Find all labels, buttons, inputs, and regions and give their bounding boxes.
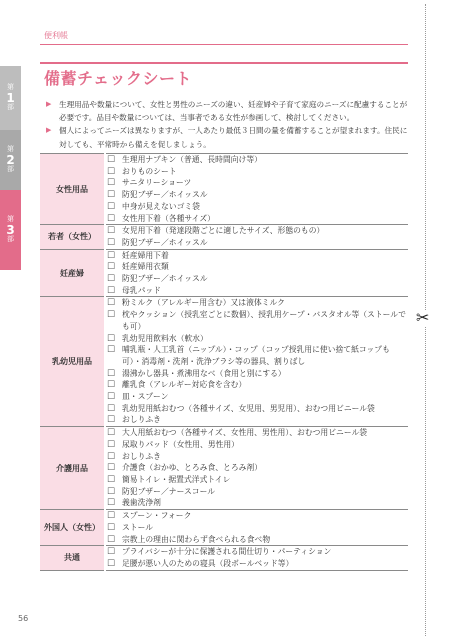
item-label: 女児用下着（発達段階ごとに適したサイズ、形態のもの） bbox=[122, 226, 325, 236]
part-3-tab[interactable] bbox=[0, 190, 21, 270]
checklist-item bbox=[106, 189, 408, 201]
item-label: おしりふき bbox=[122, 415, 161, 425]
checkbox-icon[interactable]: □ bbox=[107, 427, 116, 438]
intro-note bbox=[46, 98, 411, 124]
checkbox-icon[interactable]: □ bbox=[107, 225, 116, 236]
checkbox-icon[interactable]: □ bbox=[107, 533, 116, 544]
checkbox-icon[interactable]: □ bbox=[107, 249, 116, 260]
checklist-body bbox=[40, 154, 408, 571]
checklist-item bbox=[106, 154, 408, 166]
checkbox-icon[interactable]: □ bbox=[107, 165, 116, 176]
checklist-item bbox=[106, 177, 408, 189]
checkbox-icon[interactable]: □ bbox=[107, 497, 116, 508]
checkbox-icon[interactable]: □ bbox=[107, 546, 116, 557]
item-label: スプーン・フォーク bbox=[122, 511, 192, 521]
checklist-item bbox=[106, 403, 408, 415]
category-items bbox=[105, 249, 408, 297]
category-items bbox=[105, 546, 408, 570]
checklist-item bbox=[106, 414, 408, 426]
item-label: 義歯洗浄剤 bbox=[122, 498, 161, 508]
item-label: 防犯ブザー／ホイッスル bbox=[122, 274, 208, 284]
checkbox-icon[interactable]: □ bbox=[107, 200, 116, 211]
checkbox-icon[interactable]: □ bbox=[107, 309, 116, 320]
checkbox-icon[interactable]: □ bbox=[107, 284, 116, 295]
part-3-suffix: 部 bbox=[7, 235, 14, 244]
checklist-item bbox=[106, 391, 408, 403]
part-1-tab[interactable] bbox=[0, 66, 21, 130]
item-label: おしりふき bbox=[122, 451, 161, 461]
checklist-item bbox=[106, 497, 408, 509]
category-label: 乳幼児用品 bbox=[40, 297, 105, 427]
checklist-item bbox=[106, 273, 408, 285]
item-label: 妊産婦用衣類 bbox=[122, 262, 169, 272]
checkbox-icon[interactable]: □ bbox=[107, 485, 116, 496]
intro-notes bbox=[46, 98, 411, 151]
checklist-item bbox=[106, 213, 408, 225]
checkbox-icon[interactable]: □ bbox=[107, 557, 116, 568]
checkbox-icon[interactable]: □ bbox=[107, 177, 116, 188]
category-label: 外国人（女性） bbox=[40, 510, 105, 546]
checklist-item bbox=[106, 546, 408, 558]
checklist-item bbox=[106, 297, 408, 309]
checklist-item bbox=[106, 486, 408, 498]
intro-text: 個人によってニーズは異なりますが、一人あたり最低３日間の量を備蓄することが望まれます。住民に対しても、平常時から備えを促しましょう。 bbox=[59, 126, 408, 149]
item-label: 湯沸かし器具・煮沸用なべ（食用と別にする） bbox=[122, 368, 286, 378]
item-label: 生理用ナプキン（普通、長時間向け等） bbox=[122, 155, 262, 164]
checkbox-icon[interactable]: □ bbox=[107, 332, 116, 343]
checklist-item bbox=[106, 439, 408, 451]
checklist-item bbox=[106, 534, 408, 546]
checkbox-icon[interactable]: □ bbox=[107, 510, 116, 521]
part-1-suffix: 部 bbox=[7, 103, 14, 112]
checkbox-icon[interactable]: □ bbox=[107, 438, 116, 449]
page-title: 備蓄チェックシート bbox=[44, 69, 193, 88]
part-3-prefix: 第 bbox=[7, 215, 14, 224]
item-label: おりものシート bbox=[122, 166, 177, 176]
item-label: 介護食（おかゆ、とろみ食、とろみ剤） bbox=[122, 463, 263, 473]
part-2-suffix: 部 bbox=[7, 165, 14, 174]
item-label: 乳幼児用飲料水（軟水） bbox=[122, 333, 208, 343]
checklist-item bbox=[106, 427, 408, 439]
checklist-item bbox=[106, 237, 408, 249]
category-items bbox=[105, 510, 408, 546]
item-label: 女性用下着（各種サイズ） bbox=[122, 213, 215, 223]
category-label: 女性用品 bbox=[40, 154, 105, 225]
checkbox-icon[interactable]: □ bbox=[107, 261, 116, 272]
item-label: 哺乳瓶・人工乳首（ニップル）・コップ（コップ授乳用に使い捨て紙コップも可）・消毒剤・洗剤・洗浄ブラシ等の器具、割りばし bbox=[122, 345, 390, 366]
item-label: 離乳食（アレルギー対応食を含む） bbox=[122, 380, 247, 390]
checklist-item bbox=[106, 344, 408, 367]
item-label: 防犯ブザー／ホイッスル bbox=[122, 190, 208, 200]
category-items bbox=[105, 297, 408, 427]
checklist-row bbox=[40, 225, 408, 249]
item-label: 皿・スプーン bbox=[122, 392, 169, 402]
checkbox-icon[interactable]: □ bbox=[107, 273, 116, 284]
arrow-icon: ▶ bbox=[46, 100, 52, 108]
category-items bbox=[105, 427, 408, 510]
part-tabs bbox=[0, 0, 21, 640]
checklist-item bbox=[106, 309, 408, 332]
item-label: プライバシーが十分に保護される間仕切り・パーティション bbox=[122, 547, 332, 557]
checklist-row bbox=[40, 154, 408, 225]
arrow-icon: ▶ bbox=[46, 126, 52, 135]
checkbox-icon[interactable]: □ bbox=[107, 189, 116, 200]
checkbox-icon[interactable]: □ bbox=[107, 450, 116, 461]
item-label: 簡易トイレ・据置式洋式トイレ bbox=[122, 474, 231, 484]
checklist-item bbox=[106, 462, 408, 474]
checklist-row bbox=[40, 546, 408, 570]
checkbox-icon[interactable]: □ bbox=[107, 212, 116, 223]
checkbox-icon[interactable]: □ bbox=[107, 154, 116, 164]
scissors-icon: ✂ bbox=[416, 308, 430, 327]
checklist-item bbox=[106, 201, 408, 213]
checkbox-icon[interactable]: □ bbox=[107, 462, 116, 473]
item-label: サニタリーショーツ bbox=[122, 178, 192, 188]
checklist-item bbox=[106, 522, 408, 534]
checklist-row bbox=[40, 297, 408, 427]
category-label: 共通 bbox=[40, 546, 105, 570]
intro-text: 生理用品や数量について、女性と男性のニーズの違い、妊産婦や子育て家庭のニーズに配慮することが必要です。品目や数量については、当事者である女性が参画して、検討してください。 bbox=[59, 100, 408, 123]
checklist-row bbox=[40, 427, 408, 510]
checklist-item bbox=[106, 333, 408, 345]
checklist-item bbox=[106, 285, 408, 297]
item-label: 大人用紙おむつ（各種サイズ、女性用、男性用）、おむつ用ビニール袋 bbox=[122, 428, 368, 438]
item-label: 防犯ブザー／ナースコール bbox=[122, 486, 216, 496]
item-label: 粉ミルク（アレルギー用含む）又は液体ミルク bbox=[122, 298, 285, 308]
item-label: 妊産婦用下着 bbox=[122, 250, 169, 260]
checklist-item bbox=[106, 558, 408, 570]
intro-note bbox=[46, 124, 411, 150]
item-label: 中身が見えないゴミ袋 bbox=[122, 201, 200, 211]
checklist-item bbox=[106, 379, 408, 391]
item-label: 乳幼児用紙おむつ（各種サイズ、女児用、男児用）、おむつ用ビニール袋 bbox=[122, 403, 375, 413]
item-label: ストール bbox=[122, 522, 154, 532]
category-label: 介護用品 bbox=[40, 427, 105, 510]
header-divider bbox=[40, 44, 408, 45]
category-items bbox=[105, 225, 408, 249]
part-2-tab[interactable] bbox=[0, 130, 21, 190]
checkbox-icon[interactable]: □ bbox=[107, 414, 116, 425]
item-label: 足腰が悪い人のための寝具（段ボールベッド等） bbox=[122, 558, 294, 568]
checkbox-icon[interactable]: □ bbox=[107, 391, 116, 402]
title-divider bbox=[40, 62, 408, 64]
checklist-item bbox=[106, 261, 408, 273]
section-label: 便利帳 bbox=[44, 31, 68, 40]
part-3-number: 3 bbox=[6, 222, 15, 237]
checkbox-icon[interactable]: □ bbox=[107, 367, 116, 378]
page-number: 56 bbox=[18, 614, 29, 623]
checklist-row bbox=[40, 510, 408, 546]
checklist-item bbox=[106, 474, 408, 486]
checklist-item bbox=[106, 368, 408, 380]
checkbox-icon[interactable]: □ bbox=[107, 473, 116, 484]
checklist-item bbox=[106, 250, 408, 262]
category-items bbox=[105, 154, 408, 225]
checkbox-icon[interactable]: □ bbox=[107, 344, 116, 355]
category-label: 若者（女性） bbox=[40, 225, 105, 249]
checkbox-icon[interactable]: □ bbox=[107, 297, 116, 308]
part-1-prefix: 第 bbox=[7, 83, 14, 92]
checklist-item bbox=[106, 451, 408, 463]
item-label: 尿取りパッド（女性用、男性用） bbox=[122, 439, 239, 449]
checkbox-icon[interactable]: □ bbox=[107, 402, 116, 413]
part-2-prefix: 第 bbox=[7, 145, 14, 154]
checklist-row bbox=[40, 249, 408, 297]
checkbox-icon[interactable]: □ bbox=[107, 521, 116, 532]
checklist-table bbox=[40, 153, 408, 571]
checkbox-icon[interactable]: □ bbox=[107, 379, 116, 390]
checklist-item bbox=[106, 225, 408, 237]
checklist-item bbox=[106, 166, 408, 178]
item-label: 防犯ブザー／ホイッスル bbox=[122, 237, 208, 247]
part-2-number: 2 bbox=[6, 152, 15, 167]
category-label: 妊産婦 bbox=[40, 249, 105, 297]
item-label: 宗教上の理由に関わらず食べられる食べ物 bbox=[122, 534, 271, 544]
part-1-number: 1 bbox=[6, 90, 15, 105]
checkbox-icon[interactable]: □ bbox=[107, 236, 116, 247]
item-label: 母乳パッド bbox=[122, 285, 161, 295]
checklist-item bbox=[106, 510, 408, 522]
item-label: 枕やクッション（授乳室ごとに数個）、授乳用ケープ・バスタオル等（ストールでも可） bbox=[122, 310, 406, 331]
